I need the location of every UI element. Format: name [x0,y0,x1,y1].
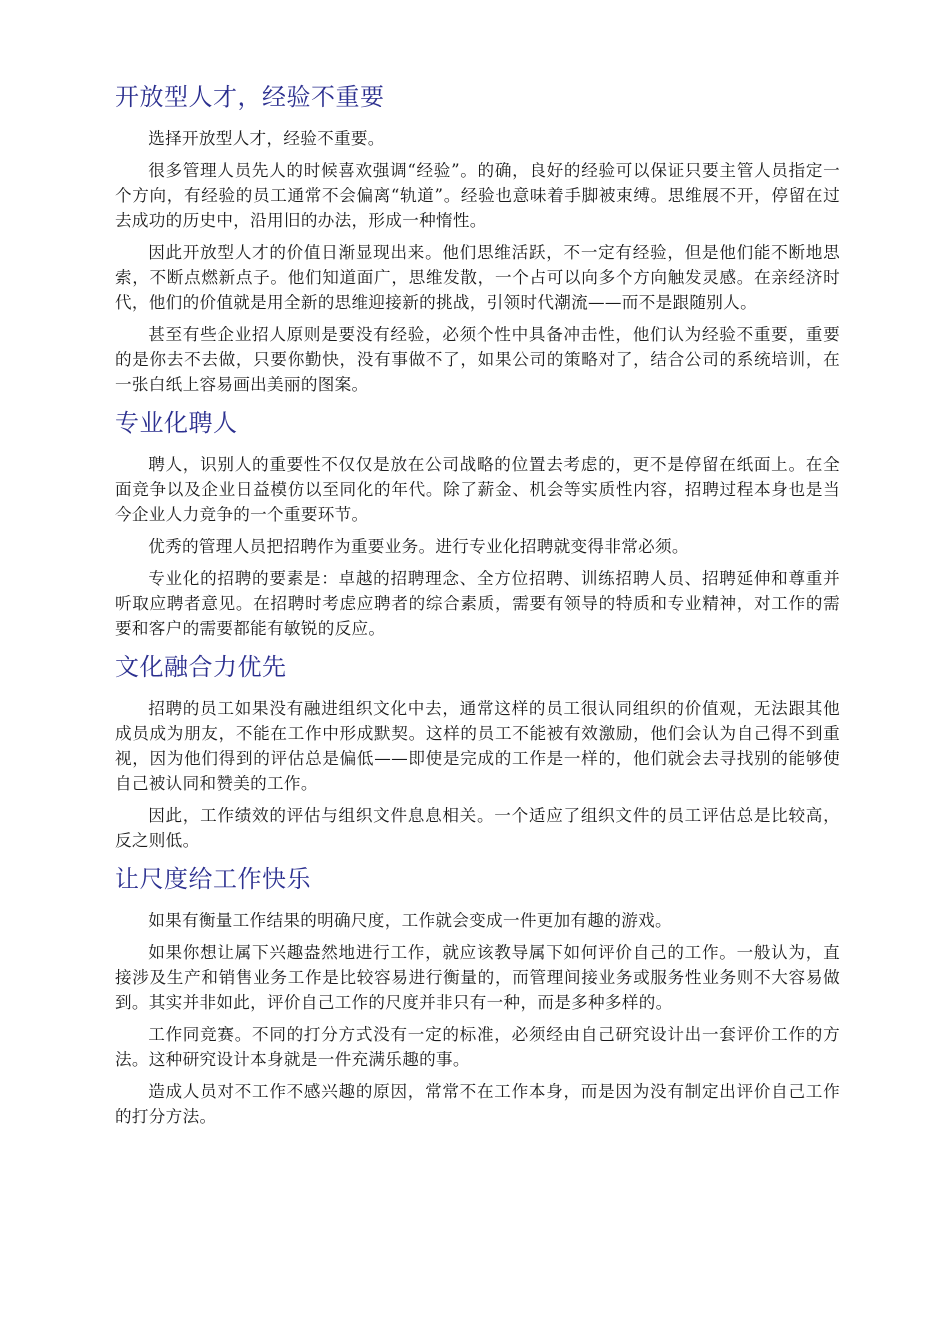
paragraph: 专业化的招聘的要素是：卓越的招聘理念、全方位招聘、训练招聘人员、招聘延伸和尊重并听取应聘者意见。在招聘时考虑应聘者的综合素质，需要有领导的特质和专业精神，对工作的需要和客户的需要都能有敏锐的反应。 [115,569,840,638]
document-page [115,78,840,1136]
section-title: 文化融合力优先 [115,653,287,681]
section-open-talent [115,78,840,397]
paragraph: 因此，工作绩效的评估与组织文件息息相关。一个适应了组织文件的员工评估总是比较高，反之则低。 [115,806,840,850]
paragraph: 甚至有些企业招人原则是要没有经验，必须个性中具备冲击性，他们认为经验不重要，重要的是你去不去做，只要你勤快，没有事做不了，如果公司的策略对了，结合公司的系统培训，在一张白纸上容易画出美丽的图案。 [115,325,840,394]
paragraph: 聘人，识别人的重要性不仅仅是放在公司战略的位置去考虑的，更不是停留在纸面上。在全面竞争以及企业日益模仿以至同化的年代。除了薪金、机会等实质性内容，招聘过程本身也是当今企业人力竞争的一个重要环节。 [115,455,840,524]
paragraph: 选择开放型人才，经验不重要。 [148,129,385,148]
paragraph: 招聘的员工如果没有融进组织文化中去，通常这样的员工很认同组织的价值观，无法跟其他成员成为朋友，不能在工作中形成默契。这样的员工不能被有效激励，他们会认为自己得不到重视，因为他们得到的评估总是偏低——即使是完成的工作是一样的，他们就会去寻找别的能够使自己被认同和赞美的工作。 [115,699,840,793]
section-title: 专业化聘人 [115,409,238,437]
section-culture-fit [115,648,840,853]
paragraph: 优秀的管理人员把招聘作为重要业务。进行专业化招聘就变得非常必须。 [148,537,689,556]
paragraph: 如果你想让属下兴趣盎然地进行工作，就应该教导属下如何评价自己的工作。一般认为，直接涉及生产和销售业务工作是比较容易进行衡量的，而管理间接业务或服务性业务则不大容易做到。其实并非如此，评价自己工作的尺度并非只有一种，而是多种多样的。 [115,943,840,1012]
section-professional-hiring [115,404,840,641]
paragraph: 如果有衡量工作结果的明确尺度，工作就会变成一件更加有趣的游戏。 [148,911,672,930]
paragraph: 工作同竞赛。不同的打分方式没有一定的标准，必须经由自己研究设计出一套评价工作的方法。这种研究设计本身就是一件充满乐趣的事。 [115,1025,840,1069]
paragraph: 造成人员对不工作不感兴趣的原因，常常不在工作本身，而是因为没有制定出评价自己工作的打分方法。 [115,1082,840,1126]
section-work-measure [115,860,840,1129]
paragraph: 很多管理人员先人的时候喜欢强调“经验”。的确，良好的经验可以保证只要主管人员指定一个方向，有经验的员工通常不会偏离“轨道”。经验也意味着手脚被束缚。思维展不开，停留在过去成功的历史中，沿用旧的办法，形成一种惰性。 [115,161,840,230]
section-title: 开放型人才，经验不重要 [115,83,385,111]
section-title: 让尺度给工作快乐 [115,865,311,893]
paragraph: 因此开放型人才的价值日渐显现出来。他们思维活跃，不一定有经验，但是他们能不断地思索，不断点燃新点子。他们知道面广，思维发散，一个占可以向多个方向触发灵感。在亲经济时代，他们的价值就是用全新的思维迎接新的挑战，引领时代潮流——而不是跟随别人。 [115,243,840,312]
